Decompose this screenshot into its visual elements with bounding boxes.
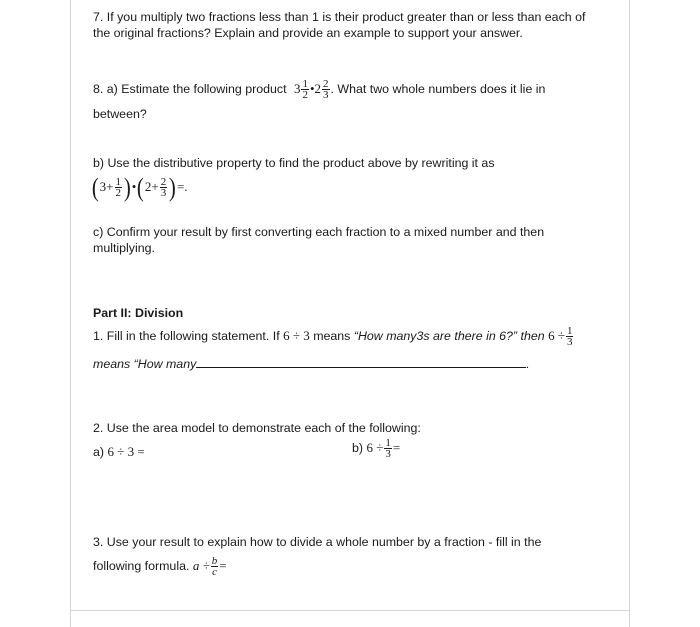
q1-quote: “How many3s are there in 6?” then bbox=[353, 328, 545, 343]
q8a-suffix: . What two whole numbers does it lie in bbox=[330, 81, 546, 96]
q7-line2: the original fractions? Explain and provide an example to support your answer. bbox=[93, 26, 523, 40]
q8c-line1: c) Confirm your result by first converting each fraction to a mixed number and then bbox=[93, 225, 545, 239]
q2-part-b: b) 6 ÷ $\frac{1}{3}$ = bbox=[352, 437, 401, 460]
q3-line2: following formula. a ÷ $\frac{b}{c}$ = bbox=[93, 555, 227, 578]
q1-answer-blank[interactable] bbox=[196, 356, 526, 368]
q1-frac: $\frac{1}{3}$ bbox=[566, 325, 573, 348]
q1-line1: 1. Fill in the following statement. If 6 ÷ 3 means “How many3s are there in 6?” then 6 ÷ $\frac{1}{3}$ bbox=[93, 325, 573, 348]
q2-part-a: a) 6 ÷ 3 = bbox=[93, 444, 145, 459]
q8b-expression: (3+ $\frac{1}{2}$ )•(2+ $\frac{2}{3}$ )=. bbox=[91, 172, 188, 202]
q8a-dot: • bbox=[309, 80, 315, 96]
q1-expr1: 6 ÷ 3 bbox=[283, 327, 310, 343]
page-border-left bbox=[70, 0, 71, 627]
q1-expr2: 6 ÷ bbox=[548, 327, 565, 343]
q1-line2: means “How many . bbox=[93, 357, 530, 371]
q8c-line2: multiplying. bbox=[93, 241, 155, 255]
q8a-frac2: $\frac{2}{3}$ bbox=[323, 78, 329, 101]
part2-heading: Part II: Division bbox=[93, 306, 184, 320]
q8a-frac1: $\frac{1}{2}$ bbox=[302, 78, 308, 101]
page-border-right bbox=[629, 0, 630, 627]
q8b-text: b) Use the distributive property to find the product above by rewriting it as bbox=[93, 156, 495, 170]
q8a-whole1: 3 bbox=[293, 80, 301, 96]
q8a-whole2: 2 bbox=[314, 80, 322, 96]
page-border-bottom bbox=[70, 610, 630, 611]
q8a-line2: between? bbox=[93, 107, 147, 121]
q7-line1: 7. If you multiply two fractions less than 1 is their product greater than or less than each of bbox=[93, 10, 586, 24]
q8a-line1 bbox=[93, 79, 545, 100]
q8a-prefix: 8. a) Estimate the following product bbox=[93, 81, 287, 96]
q2-text: 2. Use the area model to demonstrate each of the following: bbox=[93, 421, 421, 435]
q3-line1: 3. Use your result to explain how to divide a whole number by a fraction - fill in the bbox=[93, 535, 542, 549]
